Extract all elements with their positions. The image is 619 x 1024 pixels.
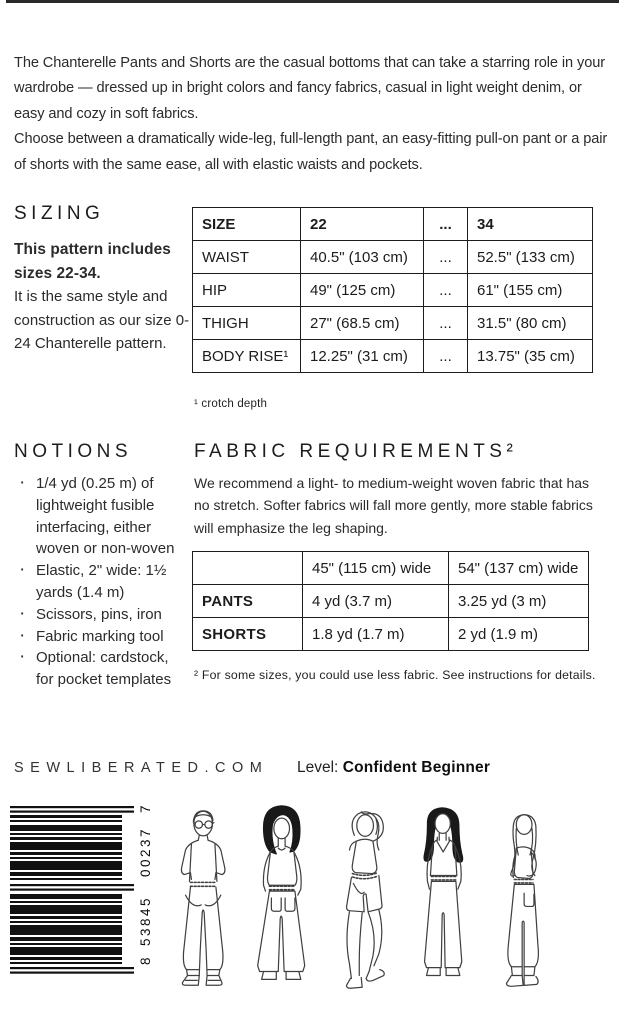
top-rule: [6, 0, 619, 3]
level-value: Confident Beginner: [342, 759, 491, 776]
fabric-intro-text: We recommend a light- to medium-weight woven fabric that has no stretch. Softer fabrics will fall more gently, more stable fabrics will emphasize the leg shaping.: [194, 475, 593, 536]
fabric-empty-header-cell: [193, 552, 303, 585]
barcode: [10, 803, 160, 976]
skill-level: [297, 759, 490, 777]
table-row: [193, 274, 593, 307]
thigh-label-cell: THIGH: [193, 307, 301, 340]
intro-paragraph-1: The Chanterelle Pants and Shorts are the casual bottoms that can take a starring role in your wardrobe — dressed up in bright colors and fancy fabrics, casual in light weight denim, or easy and cozy in soft fabrics.: [14, 55, 605, 122]
hip-34-cell: 61" (155 cm): [468, 274, 593, 307]
shorts-label-cell: SHORTS: [193, 618, 303, 651]
sizing-heading: SIZING: [14, 203, 105, 224]
fabric-45-header-cell: 45" (115 cm) wide: [303, 552, 449, 585]
size-table-header-row: [193, 208, 593, 241]
shorts-45-cell: 1.8 yd (1.7 m): [303, 618, 449, 651]
bodyrise-22-cell: 12.25" (31 cm): [301, 340, 424, 373]
notions-heading: NOTIONS: [14, 441, 133, 462]
waist-label-cell: WAIST: [193, 241, 301, 274]
size-table-footnote: ¹ crotch depth: [194, 398, 268, 410]
barcode-digit-group: 7: [138, 803, 153, 814]
fabric-requirements-heading: FABRIC REQUIREMENTS²: [194, 441, 518, 462]
size-header-cell: SIZE: [193, 208, 301, 241]
model-illustrations: [163, 797, 557, 997]
figure-vneck-pants-illustration: [402, 803, 480, 997]
figure-wide-pants-illustration: [241, 801, 321, 997]
intro-text: [14, 51, 608, 178]
pants-54-cell: 3.25 yd (3 m): [449, 585, 589, 618]
barcode-bars: [10, 806, 136, 974]
waist-22-cell: 40.5" (103 cm): [301, 241, 424, 274]
fabric-table-footnote: ² For some sizes, you could use less fabric. See instructions for details.: [194, 668, 596, 682]
bodyrise-dots-cell: ...: [424, 340, 468, 373]
size-table: [192, 207, 593, 373]
list-item: · 1/4 yd (0.25 m) of lightweight fusible interfacing, either woven or non-woven: [14, 473, 186, 560]
level-label: Level:: [297, 759, 339, 776]
table-row: [193, 307, 593, 340]
bodyrise-34-cell: 13.75" (35 cm): [468, 340, 593, 373]
pants-label-cell: PANTS: [193, 585, 303, 618]
shorts-54-cell: 2 yd (1.9 m): [449, 618, 589, 651]
barcode-digit-group: 53845: [138, 896, 153, 947]
list-item: · Optional: cardstock, for pocket templates: [14, 647, 186, 691]
hip-22-cell: 49" (125 cm): [301, 274, 424, 307]
figure-shorts-illustration: [322, 807, 402, 997]
hip-dots-cell: ...: [424, 274, 468, 307]
pants-45-cell: 4 yd (3.7 m): [303, 585, 449, 618]
barcode-digit-group: 8: [138, 955, 153, 966]
list-item: · Scissors, pins, iron: [14, 604, 186, 626]
intro-paragraph-2: Choose between a dramatically wide-leg, full-length pant, an easy-fitting pull-on pant or a pair of shorts with the same ease, all with elastic waists and pockets.: [14, 131, 608, 173]
table-row: [193, 618, 589, 651]
list-item: · Fabric marking tool: [14, 626, 186, 648]
hip-label-cell: HIP: [193, 274, 301, 307]
size-dots-header-cell: ...: [424, 208, 468, 241]
table-row: [193, 340, 593, 373]
notions-list: [14, 473, 186, 691]
barcode-digit-group: 00237: [138, 827, 153, 878]
table-row: [193, 241, 593, 274]
size-34-header-cell: 34: [468, 208, 593, 241]
sizing-note: [14, 238, 192, 356]
sizing-note-text: It is the same style and construction as our size 0-24 Chanterelle pattern.: [14, 288, 190, 352]
thigh-dots-cell: ...: [424, 307, 468, 340]
list-item: · Elastic, 2" wide: 1½ yards (1.4 m): [14, 560, 186, 604]
fabric-table-header-row: [193, 552, 589, 585]
fabric-54-header-cell: 54" (137 cm) wide: [449, 552, 589, 585]
table-row: [193, 585, 589, 618]
figure-back-view-illustration: [481, 809, 557, 997]
sizing-note-bold: This pattern includes sizes 22-34.: [14, 241, 171, 282]
figure-cuffed-pants-illustration: [163, 805, 241, 997]
waist-dots-cell: ...: [424, 241, 468, 274]
website-url: SEWLIBERATED.COM: [14, 760, 269, 776]
fabric-table: [192, 551, 589, 651]
barcode-number: [136, 803, 158, 974]
size-22-header-cell: 22: [301, 208, 424, 241]
thigh-34-cell: 31.5" (80 cm): [468, 307, 593, 340]
thigh-22-cell: 27" (68.5 cm): [301, 307, 424, 340]
waist-34-cell: 52.5" (133 cm): [468, 241, 593, 274]
bodyrise-label-cell: BODY RISE¹: [193, 340, 301, 373]
